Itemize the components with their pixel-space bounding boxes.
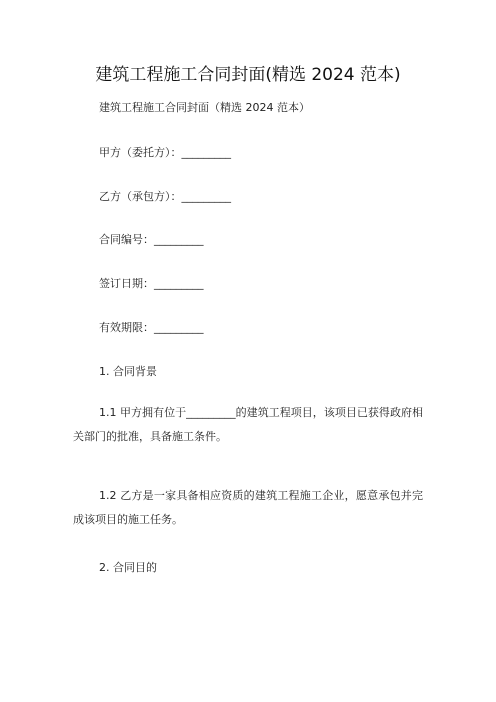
section-1-heading: 1. 合同背景 <box>99 365 157 378</box>
validity-period-field: 有效期限：_________ <box>99 321 204 334</box>
contract-number-field: 合同编号：_________ <box>99 233 204 246</box>
signing-date-field: 签订日期：_________ <box>99 277 204 290</box>
paragraph-1-2: 1.2 乙方是一家具备相应资质的建筑工程施工企业，愿意承包并完成该项目的施工任务。 <box>73 489 423 526</box>
document-title: 建筑工程施工合同封面(精选 2024 范本) <box>95 65 401 85</box>
document-subtitle: 建筑工程施工合同封面（精选 2024 范本） <box>99 101 310 114</box>
party-b-field: 乙方（承包方）：_________ <box>99 190 231 203</box>
section-2-heading: 2. 合同目的 <box>99 561 157 574</box>
paragraph-1-1: 1.1 甲方拥有位于_________的建筑工程项目，该项目已获得政府相关部门的批准，具备施工条件。 <box>73 406 423 443</box>
party-a-field: 甲方（委托方）：_________ <box>99 146 231 159</box>
